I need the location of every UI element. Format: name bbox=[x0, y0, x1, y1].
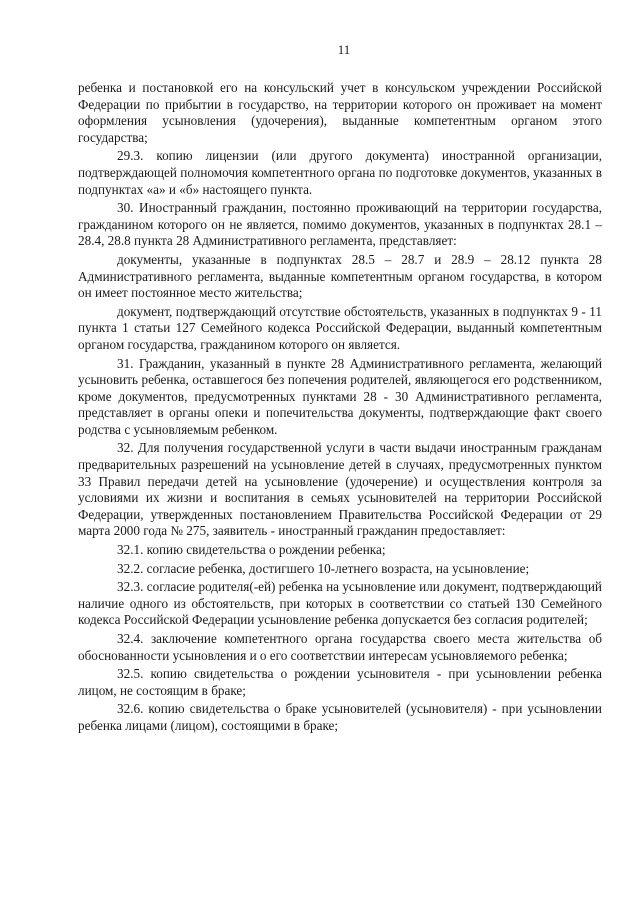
paragraph: 31. Гражданин, указанный в пункте 28 Административного регламента, желающий усыновить ребенка, оставшегося без попечения родителей, являющегося его родственником, кроме документов, предусмотренных пунктами 28 - 30 Административного регламента, представляет в органы опеки и попечительства документы, подтверждающие факт своего родства с усыновляемым ребенком. bbox=[78, 355, 602, 437]
page-number: 11 bbox=[337, 42, 351, 57]
document-body bbox=[78, 80, 602, 735]
paragraph: 32.1. копию свидетельства о рождении ребенка; bbox=[117, 542, 386, 558]
paragraph: документ, подтверждающий отсутствие обстоятельств, указанных в подпунктах 9 - 11 пункта 1 статьи 127 Семейного кодекса Российской Федерации, выданный компетентным органом государства, гражданином которого он является. bbox=[78, 303, 602, 352]
paragraph: 32.6. копию свидетельства о браке усыновителей (усыновителя) - при усыновлении ребенка лицами (лицом), состоящими в браке; bbox=[78, 701, 602, 733]
paragraph: 32.3. согласие родителя(-ей) ребенка на усыновление или документ, подтверждающий наличие одного из обстоятельств, при которых в соответствии со статьей 130 Семейного кодекса Российской Федерации усыновление ребенка допускается без согласия родителей; bbox=[78, 579, 602, 628]
paragraph: 32.4. заключение компетентного органа государства своего места жительства об обоснованности усыновления и о его соответствии интересам усыновляемого ребенка; bbox=[78, 631, 602, 663]
paragraph: 30. Иностранный гражданин, постоянно проживающий на территории государства, гражданином которого он не является, помимо документов, указанных в подпунктах 28.1 – 28.4, 28.8 пункта 28 Административного регламента, представляет: bbox=[78, 200, 602, 249]
paragraph: 32. Для получения государственной услуги в части выдачи иностранным гражданам предварительных разрешений на усыновление детей в случаях, предусмотренных пунктом 33 Правил передачи детей на усыновление (удочерение) и осуществления контроля за условиями их жизни и воспитания в семьях усыновителей на территории Российской Федерации, утвержденных постановлением Правительства Российской Федерации от 29 марта 2000 года № 275, заявитель - иностранный гражданин предоставляет: bbox=[78, 440, 602, 539]
paragraph: ребенка и постановкой его на консульский учет в консульском учреждении Российской Федерации по прибытии в государство, на территории которого он проживает на момент оформления усыновления (удочерения), выданные компетентным органом этого государства; bbox=[78, 80, 602, 145]
paragraph: 29.3. копию лицензии (или другого документа) иностранной организации, подтверждающей полномочия компетентного органа по подготовке документов, указанных в подпунктах «а» и «б» настоящего пункта. bbox=[78, 148, 602, 197]
paragraph: 32.5. копию свидетельства о рождении усыновителя - при усыновлении ребенка лицом, не состоящим в браке; bbox=[78, 666, 602, 698]
paragraph: документы, указанные в подпунктах 28.5 – 28.7 и 28.9 – 28.12 пункта 28 Административного регламента, выданные компетентным органом государства, в котором он имеет постоянное место жительства; bbox=[78, 251, 602, 301]
paragraph: 32.2. согласие ребенка, достигшего 10-летнего возраста, на усыновление; bbox=[117, 560, 530, 576]
